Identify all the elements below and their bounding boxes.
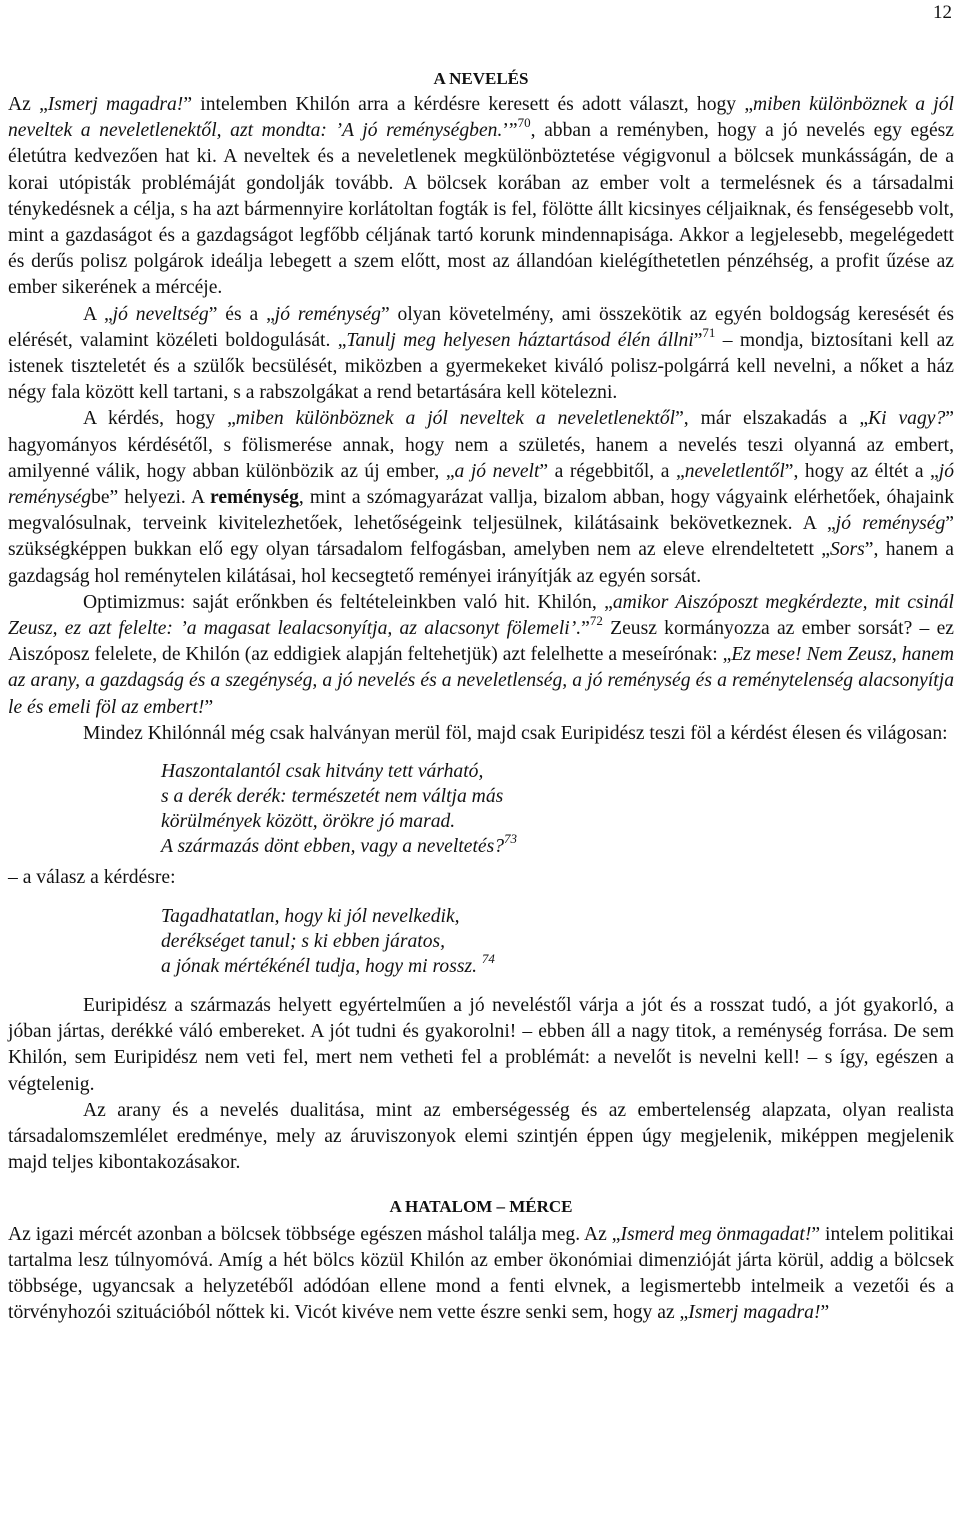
text: Optimizmus: saját erőnkben és feltételeinkben való hit. Khilón, „ (83, 591, 613, 613)
poem-line: Tagadhatatlan, hogy ki jól nevelkedik, (161, 906, 460, 928)
text: ”, hanem a gazdagság hol reménytelen kilátásai, hol kecsegtető reményei irányítják az egyén sorsát. (8, 539, 954, 587)
text: ” intelemben Khilón arra a kérdésre keresett és adott választ, hogy „ (183, 94, 754, 115)
poem-line (161, 951, 954, 979)
page-number: 12 (933, 2, 952, 23)
footnote-ref-72: 72 (589, 613, 603, 629)
paragraph-8 (8, 1222, 954, 1327)
footnote-ref-70: 70 (517, 115, 531, 131)
footnote-ref-74: 74 (481, 951, 495, 967)
footnote-ref-73: 73 (504, 831, 518, 847)
text: ” (693, 329, 703, 351)
poem-line: körülmények között, örökre jó marad. (161, 811, 456, 833)
italic-text: amikor Aiszóposzt megkérdezte, mit csinál Zeusz, ez azt felelte: ’a magasat lealacsonyítja, az alacsonyt fölemeli’. (8, 591, 954, 640)
text: ”, már elszakadás a „ (675, 408, 869, 430)
italic-text: miben különböznek a jól neveltek a neveletlenektől (235, 408, 676, 430)
reply-label: – a válasz a kérdésre: (8, 867, 176, 889)
text: ” a régebbitől, a „ (539, 460, 685, 482)
footnote-ref-71: 71 (702, 324, 716, 340)
poem-line: derékséget tanul; s ki ebben járatos, (161, 931, 446, 953)
document-body (8, 66, 954, 1326)
text: A „ (83, 303, 113, 325)
poem-quote-2 (161, 904, 954, 979)
poem-line (161, 831, 954, 859)
text: ” hagyományos kérdésétől, s fölismerése annak, hogy nem a születés, hanem a nevelés teszi olyanná az embert, amilyenné válik, hogy abban különbözik az új ember, „ (8, 408, 954, 482)
italic-text: jó reménység (8, 460, 955, 509)
italic-text: a jó nevelt (454, 460, 540, 482)
paragraph-1 (8, 92, 954, 302)
section-title-neveles: A NEVELÉS (433, 69, 529, 88)
text: Az igazi mércét azonban a bölcsek többsége egészen máshol találja meg. Az „ (8, 1223, 621, 1245)
text: ” (820, 1302, 830, 1324)
section-title-hatalom: A HATALOM – MÉRCE (389, 1196, 573, 1216)
text: Az „ (8, 94, 48, 115)
text: A kérdés, hogy „ (83, 408, 236, 430)
italic-text: Ismerd meg önmagadat! (620, 1223, 812, 1245)
paragraph-7: Az arany és a nevelés dualitása, mint az emberségesség és az embertelenség alapzata, olyan realista társadalomszemlélet eredménye, mely az áruviszonyok elemi szintjén éppen úgy megjelenik, miképpen megjelenik majd teljes kibontakozásakor. (8, 1099, 954, 1174)
paragraph-5: Mindez Khilónnál még csak halványan merül föl, majd csak Euripidész teszi föl a kérdést élesen és világosan: (83, 722, 948, 744)
paragraph-6: Euripidész a származás helyett egyértelműen a jó neveléstől várja a jót és a rosszat tudó, a jót gyakorló, a jóban jártas, derékké váló embereket. A jót tudni és gyakorolni! – ebben áll a nagy titok, a reménység forrása. De sem Khilón, sem Euripidész nem veti fel, mert nem vetheti fel a problémát: a nevelőt is nevelni kell! – s így, egészen a végtelenig. (8, 995, 954, 1095)
bold-term: reménység (210, 487, 299, 509)
poem-line: s a derék derék: természetét nem váltja más (161, 786, 504, 808)
italic-text: miben különböznek a jól neveltek a neveletlenektől, azt mondta: ’A jó reménységben. (8, 94, 954, 142)
paragraph-3 (8, 406, 954, 589)
text: ” (204, 696, 214, 718)
text: ” és a „ (208, 303, 275, 325)
italic-text: Tanulj meg helyesen háztartásod élén állni (346, 329, 694, 351)
italic-text: Ismerj magadra! (47, 94, 184, 115)
text: ” intelem politikai tartalma lesz túlnyomóvá. Amíg a hét bölcs közül Khilón az ember ökonómiai dimenzióját járta körül, addig a bölcsek többsége, ugyancsak a helyzetéből adódóan ellene mond a fenti elvnek, a legismertebb intelmeik a vezetői és a törvényhozói szituációból nőttek ki. Vicót kivéve nem vette észre senki sem, hogy az „ (8, 1223, 955, 1324)
paragraph-2 (8, 302, 954, 407)
text: – mondja, biztosítani kell az istenek tiszteletét és a szülők becsülését, miközben a gyermekeket kiváló polisz-polgárrá kell nevelni, a nőket a ház négy fala között kell tartani, s a rabszolgákat a rend betartására kell kötelezni. (8, 329, 954, 404)
text: , abban a reményben, hogy a jó nevelés egy egész életútra kedvezően hat ki. A neveltek és a neveletlenek megkülönböztetése végigvonul a bölcsek munkásságán, de a korai utópisták problémáját gondolják tovább. A bölcsek korában az ember volt a termelésnek és a társadalmi ténykedésnek a célja, s ha azt bármennyire korlátoltan fogták is fel, fölötte állt kicsinyes céljaiknak, és fenségesebb volt, mint a gazdaságot és a gazdagságot legfőbb céljának tartó korunk mindennapisága. Akkor a legjelesebb, megelégedett és derűs polisz polgárok ideálja lebegett a szem előtt, most az állandóan kielégíthetetlen pénzéhség, a profit űzése az ember sikerének a mércéje. (8, 120, 954, 299)
italic-text: jó neveltség (112, 303, 209, 325)
poem-line-text: a jónak mértékénél tudja, hogy mi rossz. (161, 956, 477, 978)
text: ” olyan követelmény, ami összekötik az egyén boldogság keresését és elérését, valamint közéleti boldogulását. „ (8, 303, 954, 351)
text: Zeusz kormányozza az ember sorsát? – ez Aiszóposz felelete, de Khilón (az eddigiek alapján feltehetjük) azt felelhette a meseírónak: „ (8, 618, 954, 666)
text: ” (581, 618, 590, 640)
text: , mint a szómagyarázat vallja, bizalom abban, hogy vágyaink elérhetőek, óhajaink megvalósulnak, terveink kivitelezhetőek, lehetőségeink teljesülnek, kilátásaink bekövetkeznek. A „ (8, 487, 955, 535)
italic-text: Sors (829, 539, 865, 561)
text: be” helyezi. A (91, 487, 211, 509)
text: ”, hogy az éltét a „ (784, 460, 939, 482)
paragraph-4 (8, 590, 954, 721)
italic-text: jó reménység (274, 303, 381, 325)
poem-line: Haszontalantól csak hitvány tett várható, (161, 761, 484, 783)
italic-text: jó reménység (835, 513, 946, 535)
italic-text: Ismerj magadra! (688, 1302, 821, 1324)
italic-text: Ez mese! Nem Zeusz, hanem az arany, a gazdagság és a szegénység, a jó nevelés és a neveletlenség, a jó reménység és a reménytelenség alacsonyítja le és emeli föl az embert! (8, 644, 954, 718)
italic-text: neveletlentől (684, 460, 785, 482)
poem-line-text: A származás dönt ebben, vagy a neveltetés? (161, 836, 505, 858)
text: ’” (502, 120, 518, 142)
italic-text: Ki vagy? (868, 408, 946, 430)
poem-quote-1 (161, 759, 954, 859)
text: ” szükségképpen bukkan elő egy olyan társadalom felfogásban, amelyben nem az eleve elrendeltetett „ (8, 513, 954, 561)
